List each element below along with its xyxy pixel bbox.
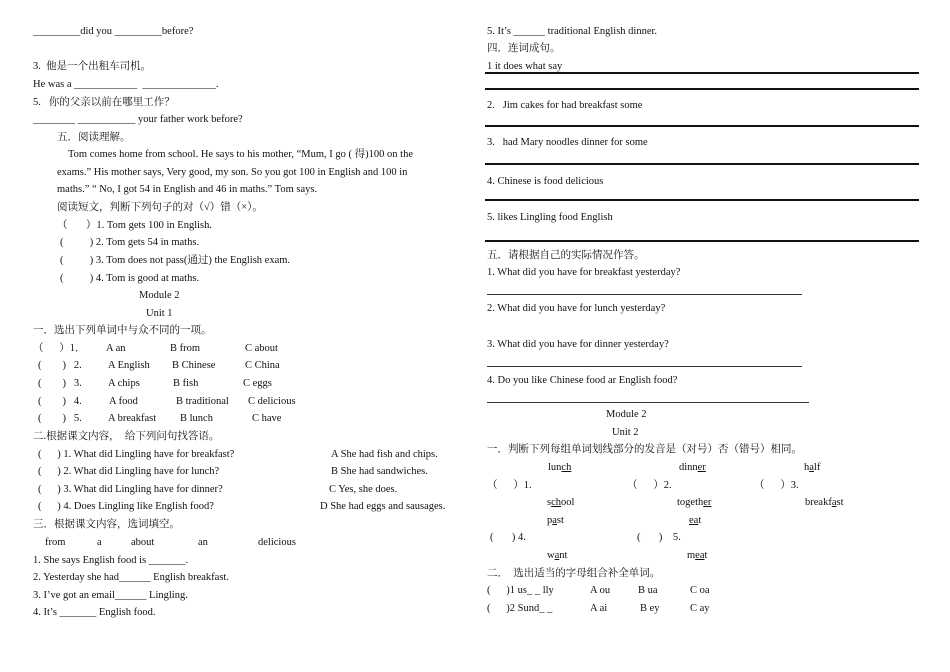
- underlined-part: ch: [551, 497, 562, 508]
- question: 3. What did you have for dinner yesterday?: [487, 339, 669, 350]
- phonics-word: [547, 496, 574, 509]
- item-number: ( )2 Sund_ _: [487, 603, 553, 614]
- module-heading: Module 2: [139, 290, 180, 301]
- word-part: s: [547, 497, 552, 508]
- question: ( ) 2. What did Lingling have for lunch?: [38, 466, 220, 477]
- item-number: ( ) 3.: [38, 378, 82, 389]
- unit-heading: Unit 1: [146, 308, 173, 319]
- scramble-sentence: 5. likes Lingling food English: [487, 212, 613, 223]
- option-b: B ey: [640, 603, 660, 614]
- option-a: A ou: [590, 585, 611, 596]
- word-part: ool: [561, 497, 575, 508]
- text-line: ________ ___________ your father work before?: [33, 114, 243, 125]
- item-number: （ ）3.: [754, 480, 799, 491]
- section-title: 二.根据课文内容， 给下列问句找答语。: [33, 431, 220, 442]
- phonics-word: [687, 549, 707, 562]
- word-bank-word: delicious: [258, 537, 296, 548]
- item-number: （ ）1．: [33, 343, 86, 354]
- option-c: C oa: [690, 585, 710, 596]
- section-title: 一．选出下列单词中与众不同的一项。: [33, 325, 212, 336]
- underlined-part: a: [831, 497, 837, 508]
- answer: C Yes, she does.: [329, 484, 398, 495]
- text-line: maths.” “ No, I got 54 in English and 46 in maths.” Tom says.: [57, 184, 318, 195]
- word-part: nt: [559, 550, 568, 561]
- unit-heading: Unit 2: [612, 427, 639, 438]
- answer-line: [487, 402, 809, 403]
- answer-line: [485, 88, 919, 90]
- tf-item: （ ）1. Tom gets 100 in English.: [57, 220, 213, 231]
- question: 4. Do you like Chinese food ar English food?: [487, 375, 678, 386]
- option-c: C ay: [690, 603, 710, 614]
- answer-line: [487, 294, 802, 295]
- answer: D She had eggs and sausages.: [320, 501, 446, 512]
- scramble-sentence: 4. Chinese is food delicious: [487, 176, 604, 187]
- phonics-word: [548, 461, 571, 474]
- tf-item: ( ) 2. Tom gets 54 in maths.: [60, 237, 200, 248]
- word-part: t: [704, 550, 708, 561]
- underlined-part: ch: [561, 462, 572, 473]
- phonics-word: [677, 496, 711, 509]
- option-c: C delicious: [248, 396, 296, 407]
- scramble-sentence: 1 it does what say: [487, 61, 563, 72]
- fill-item: 1. She says English food is _______.: [33, 555, 189, 566]
- answer: B She had sandwiches.: [331, 466, 428, 477]
- word-part: st: [556, 515, 564, 526]
- instruction: 阅读短文，判断下列句子的对（√）错（×）。: [57, 202, 263, 213]
- section-title: 五．请根据自己的实际情况作答。: [487, 250, 645, 261]
- text-line: Tom comes home from school. He says to his mother, “Mum, I go ( 得)100 on the: [68, 149, 413, 160]
- word-part: lun: [548, 462, 562, 473]
- answer-line: [485, 125, 919, 127]
- tf-item: ( ) 4. Tom is good at maths.: [60, 273, 200, 284]
- option-a: A English: [108, 360, 150, 371]
- fill-item: 4. It’s _______ English food.: [33, 607, 156, 618]
- section-title: 一．判断下列每组单词划线部分的发音是（对号）否（错号）相同。: [487, 444, 802, 455]
- question: ( ) 4. Does Lingling like English food?: [38, 501, 214, 512]
- fill-item: 2. Yesterday she had______ English breakfast.: [33, 572, 229, 583]
- option-c: C about: [245, 343, 278, 354]
- word-part: st: [836, 497, 844, 508]
- option-a: A an: [106, 343, 126, 354]
- text-line: 3. 他是一个出租车司机。: [33, 61, 152, 72]
- word-part: breakf: [805, 497, 832, 508]
- item-number: ( ) 5.: [38, 413, 82, 424]
- word-part: t: [698, 515, 702, 526]
- option-a: A food: [109, 396, 138, 407]
- section-title: 二． 选出适当的字母组合补全单词。: [487, 568, 661, 579]
- underlined-part: ea: [689, 515, 699, 526]
- scramble-sentence: 2. Jim cakes for had breakfast some: [487, 100, 643, 111]
- word-bank-word: a: [97, 537, 102, 548]
- question: 1. What did you have for breakfast yesterday?: [487, 267, 681, 278]
- item-number: ( ) 5.: [637, 532, 681, 543]
- option-c: C China: [245, 360, 280, 371]
- option-a: A chips: [108, 378, 140, 389]
- word-part: lf: [813, 462, 821, 473]
- phonics-word: [804, 461, 820, 474]
- item-number: ( ) 2.: [38, 360, 82, 371]
- text-line: exams.” His mother says, Very good, my son. So you got 100 in English and 100 in: [57, 167, 408, 178]
- item-number: ( )1 us_ _ lly: [487, 585, 554, 596]
- word-bank-word: about: [131, 537, 155, 548]
- word-part: p: [547, 515, 553, 526]
- option-c: C have: [252, 413, 282, 424]
- answer-line: [485, 163, 919, 165]
- text-line: He was a ____________ ______________.: [33, 79, 219, 90]
- answer: A She had fish and chips.: [331, 449, 438, 460]
- question: 2. What did you have for lunch yesterday?: [487, 303, 666, 314]
- underlined-part: a: [809, 462, 814, 473]
- question: ( ) 1. What did Lingling have for breakfast?: [38, 449, 235, 460]
- underlined-part: a: [554, 550, 560, 561]
- item-number: ( ) 4.: [490, 532, 526, 543]
- phonics-word: [547, 549, 567, 562]
- option-a: A ai: [590, 603, 608, 614]
- section-title: 三．根据课文内容，选词填空。: [33, 519, 180, 530]
- underlined-part: ea: [695, 550, 705, 561]
- option-c: C eggs: [243, 378, 272, 389]
- word-part: h: [804, 462, 810, 473]
- phonics-word: [689, 514, 701, 527]
- word-part: m: [687, 550, 696, 561]
- section-title: 五．阅读理解。: [57, 132, 131, 143]
- word-bank-word: an: [198, 537, 208, 548]
- text-line: _________did you _________before?: [33, 26, 194, 37]
- word-part: dinn: [679, 462, 698, 473]
- option-b: B fish: [173, 378, 199, 389]
- word-part: w: [547, 550, 555, 561]
- text-line: 5. 你的父亲以前在哪里工作？: [33, 97, 175, 108]
- option-b: B ua: [638, 585, 658, 596]
- answer-line: [485, 240, 919, 242]
- question: ( ) 3. What did Lingling have for dinner?: [38, 484, 223, 495]
- phonics-word: [679, 461, 706, 474]
- item-number: ( ) 4.: [38, 396, 82, 407]
- section-title: 四．连词成句。: [487, 43, 561, 54]
- underlined-part: er: [697, 462, 706, 473]
- answer-line: [485, 199, 919, 201]
- underlined-part: a: [552, 515, 557, 526]
- scramble-sentence: 3. had Mary noodles dinner for some: [487, 137, 648, 148]
- option-b: B traditional: [176, 396, 229, 407]
- fill-item: 5. It’s ______ traditional English dinner.: [487, 26, 658, 37]
- item-number: （ ）1.: [487, 480, 532, 491]
- phonics-word: [805, 496, 844, 509]
- answer-line: [485, 72, 919, 74]
- word-bank-word: from: [45, 537, 66, 548]
- option-b: B from: [170, 343, 201, 354]
- underlined-part: er: [703, 497, 712, 508]
- item-number: （ ）2.: [627, 480, 672, 491]
- option-a: A breakfast: [108, 413, 157, 424]
- tf-item: ( ) 3. Tom does not pass(通过) the English exam.: [60, 255, 291, 266]
- answer-line: [487, 366, 802, 367]
- module-heading: Module 2: [606, 409, 647, 420]
- fill-item: 3. I’ve got an email______ Lingling.: [33, 590, 188, 601]
- phonics-word: [547, 514, 564, 527]
- word-part: togeth: [677, 497, 704, 508]
- option-b: B lunch: [180, 413, 213, 424]
- option-b: B Chinese: [172, 360, 216, 371]
